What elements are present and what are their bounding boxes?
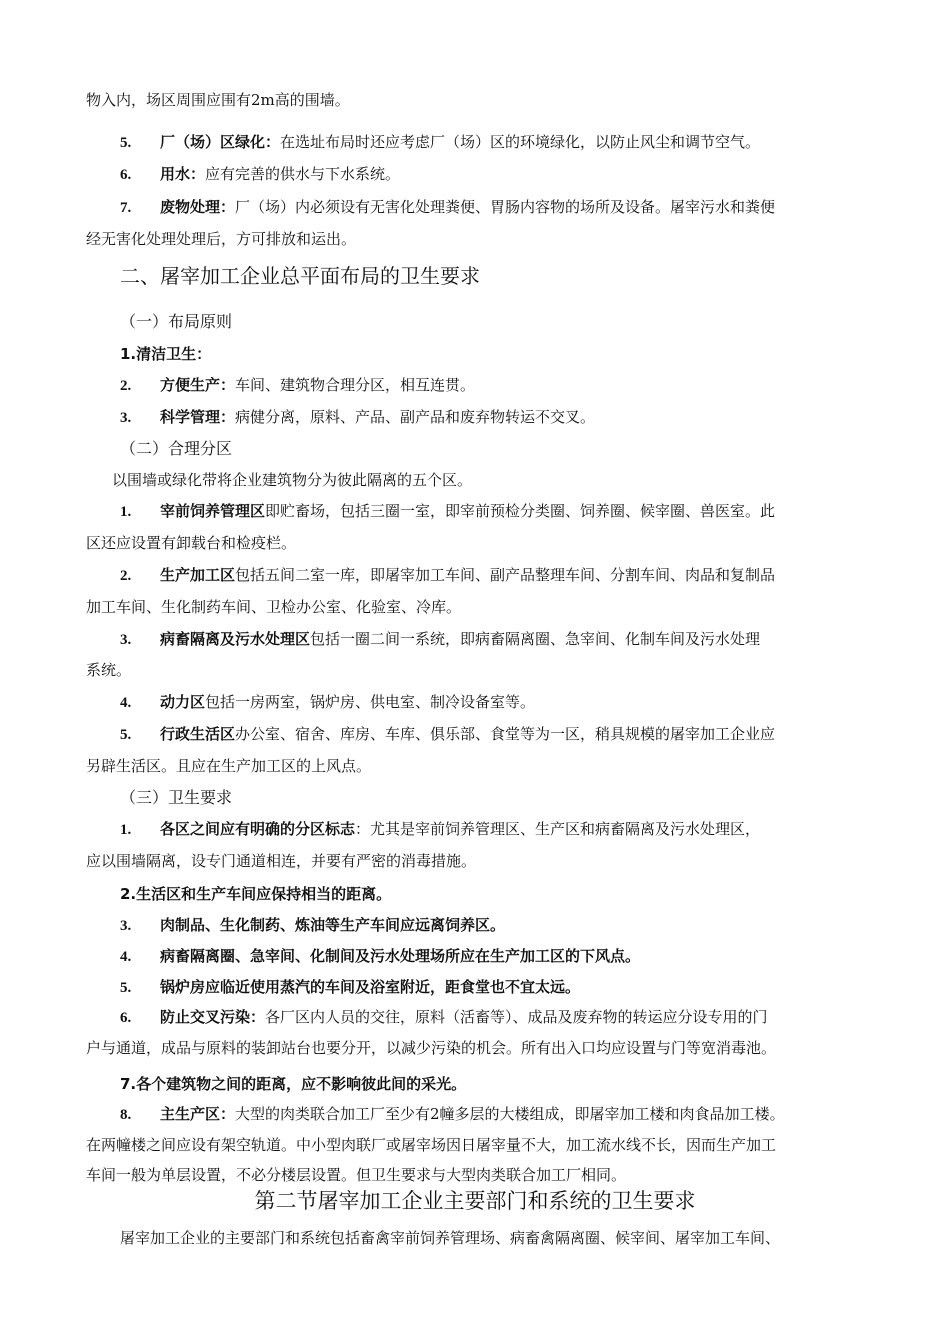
item-number: 4. [120, 695, 132, 711]
text-line: 应以围墙隔离，设专门通道相连，并要有严密的消毒措施。 [86, 852, 477, 870]
item-number: 6. [120, 167, 132, 183]
item-text: 应有完善的供水与下水系统。 [205, 165, 401, 183]
item-text: 包括一圈二间一系统，即病畜隔离圈、急宰间、化制车间及污水处理 [310, 630, 761, 648]
item-heading: 锅炉房应临近使用蒸汽的车间及浴室附近，距食堂也不宜太远。 [160, 978, 581, 996]
list-item [120, 1072, 950, 1096]
item-text: 各厂区内人员的交往，原料（活畜等）、成品及废弃物的转运应分设专用的门 [265, 1008, 768, 1026]
list-item [120, 690, 950, 715]
list-item [120, 817, 950, 842]
item-heading: 病畜隔离及污水处理区 [160, 630, 311, 648]
list-item [120, 405, 950, 430]
list-item [120, 975, 950, 1000]
item-number: 7. [120, 200, 132, 216]
list-item [120, 130, 950, 155]
item-heading: 行政生活区 [160, 725, 236, 743]
list-item [120, 913, 950, 938]
item-number: 8. [120, 1107, 132, 1123]
item-number: 5. [120, 727, 132, 743]
list-item [120, 342, 950, 366]
list-item [120, 882, 950, 906]
chapter-heading: 第二节屠宰加工企业主要部门和系统的卫生要求 [254, 1189, 696, 1213]
item-heading: 1.清洁卫生： [120, 345, 212, 363]
item-heading: 厂（场）区绿化： [160, 133, 281, 151]
item-heading: 2.生活区和生产车间应保持相当的距离。 [120, 885, 392, 903]
list-item [120, 499, 950, 524]
text-line: 系统。 [86, 661, 132, 679]
text-line: 屠宰加工企业的主要部门和系统包括畜禽宰前饲养管理场、病畜禽隔离圈、候宰间、屠宰加工车间、 [120, 1229, 781, 1247]
item-text: 即贮畜场，包括三圈一室，即宰前预检分类圈、饲养圈、候宰圈、兽医室。此 [265, 502, 776, 520]
item-text: 办公室、宿舍、库房、车库、俱乐部、食堂等为一区，稍具规模的屠宰加工企业应 [235, 725, 776, 743]
item-heading: 7.各个建筑物之间的距离，应不影响彼此间的采光。 [120, 1075, 467, 1093]
text-line: 区还应设置有卸载台和检疫栏。 [86, 534, 297, 552]
item-text: 在选址布局时还应考虑厂（场）区的环境绿化，以防止风尘和调节空气。 [280, 133, 761, 151]
list-item [120, 722, 950, 747]
list-item [120, 162, 950, 187]
item-text: 车间、建筑物合理分区，相互连贯。 [235, 376, 476, 394]
item-heading: 主生产区： [160, 1105, 236, 1123]
item-number: 2. [120, 378, 132, 394]
item-number: 1. [120, 822, 132, 838]
item-heading: 动力区 [160, 693, 206, 711]
list-item [120, 195, 950, 220]
item-number: 1. [120, 504, 132, 520]
item-number: 2. [120, 568, 132, 584]
section-heading: 二、屠宰加工企业总平面布局的卫生要求 [120, 264, 480, 288]
item-number: 4. [120, 949, 132, 965]
item-number: 3. [120, 632, 132, 648]
text-line: 另辟生活区。且应在生产加工区的上风点。 [86, 757, 372, 775]
text-line: 在两幢楼之间应设有架空轨道。中小型肉联厂或屠宰场因日屠宰量不大，加工流水线不长，因而生产加工 [86, 1136, 777, 1154]
text-line: 以围墙或绿化带将企业建筑物分为彼此隔离的五个区。 [112, 471, 473, 489]
item-heading: 方便生产： [160, 376, 236, 394]
item-number: 3. [120, 410, 132, 426]
text-line: 户与通道，成品与原料的装卸站台也要分开，以减少污染的机会。所有出入口均应设置与门等宽消毒池。 [86, 1039, 777, 1057]
item-number: 3. [120, 918, 132, 934]
item-text: 厂（场）内必须设有无害化处理粪便、胃肠内容物的场所及设备。屠宰污水和粪便 [235, 198, 776, 216]
item-number: 6. [120, 1010, 132, 1026]
item-heading: 用水： [160, 165, 206, 183]
item-heading: 生产加工区 [160, 566, 236, 584]
list-item [120, 563, 950, 588]
item-text: 包括一房两室，锅炉房、供电室、制冷设备室等。 [205, 693, 536, 711]
subsection-heading: （二）合理分区 [120, 439, 233, 458]
item-heading: 各区之间应有明确的分区标志 [160, 820, 356, 838]
item-number: 5. [120, 135, 132, 151]
list-item [120, 627, 950, 652]
list-item [120, 1102, 950, 1127]
item-text-cont: 经无害化处理处理后，方可排放和运出。 [86, 230, 357, 248]
list-item [120, 944, 950, 969]
item-number: 5. [120, 980, 132, 996]
item-text: 包括五间二室一库，即屠宰加工车间、副产品整理车间、分割车间、肉品和复制品 [235, 566, 776, 584]
text-line [86, 88, 950, 112]
list-item [120, 1005, 950, 1030]
subsection-heading: （三）卫生要求 [120, 788, 233, 807]
item-text: 病健分离，原料、产品、副产品和废弃物转运不交叉。 [235, 408, 596, 426]
text-line [86, 227, 950, 251]
subsection-heading: （一）布局原则 [120, 312, 233, 331]
item-heading: 宰前饲养管理区 [160, 502, 266, 520]
item-heading: 废物处理： [160, 198, 236, 216]
item-text: ：尤其是宰前饲养管理区、生产区和病畜隔离及污水处理区， [355, 820, 761, 838]
text: 物入内，场区周围应围有2m高的围墙。 [86, 91, 350, 109]
text-line: 车间一般为单层设置，不必分楼层设置。但卫生要求与大型肉类联合加工厂相同。 [86, 1166, 627, 1184]
text-line: 加工车间、生化制药车间、卫检办公室、化验室、冷库。 [86, 598, 462, 616]
item-heading: 防止交叉污染： [160, 1008, 266, 1026]
item-heading: 科学管理： [160, 408, 236, 426]
item-heading: 肉制品、生化制药、炼油等生产车间应远离饲养区。 [160, 916, 506, 934]
list-item [120, 373, 950, 398]
item-text: 大型的肉类联合加工厂至少有2幢多层的大楼组成，即屠宰加工楼和肉食品加工楼。 [235, 1105, 785, 1123]
item-heading: 病畜隔离圈、急宰间、化制间及污水处理场所应在生产加工区的下风点。 [160, 947, 641, 965]
